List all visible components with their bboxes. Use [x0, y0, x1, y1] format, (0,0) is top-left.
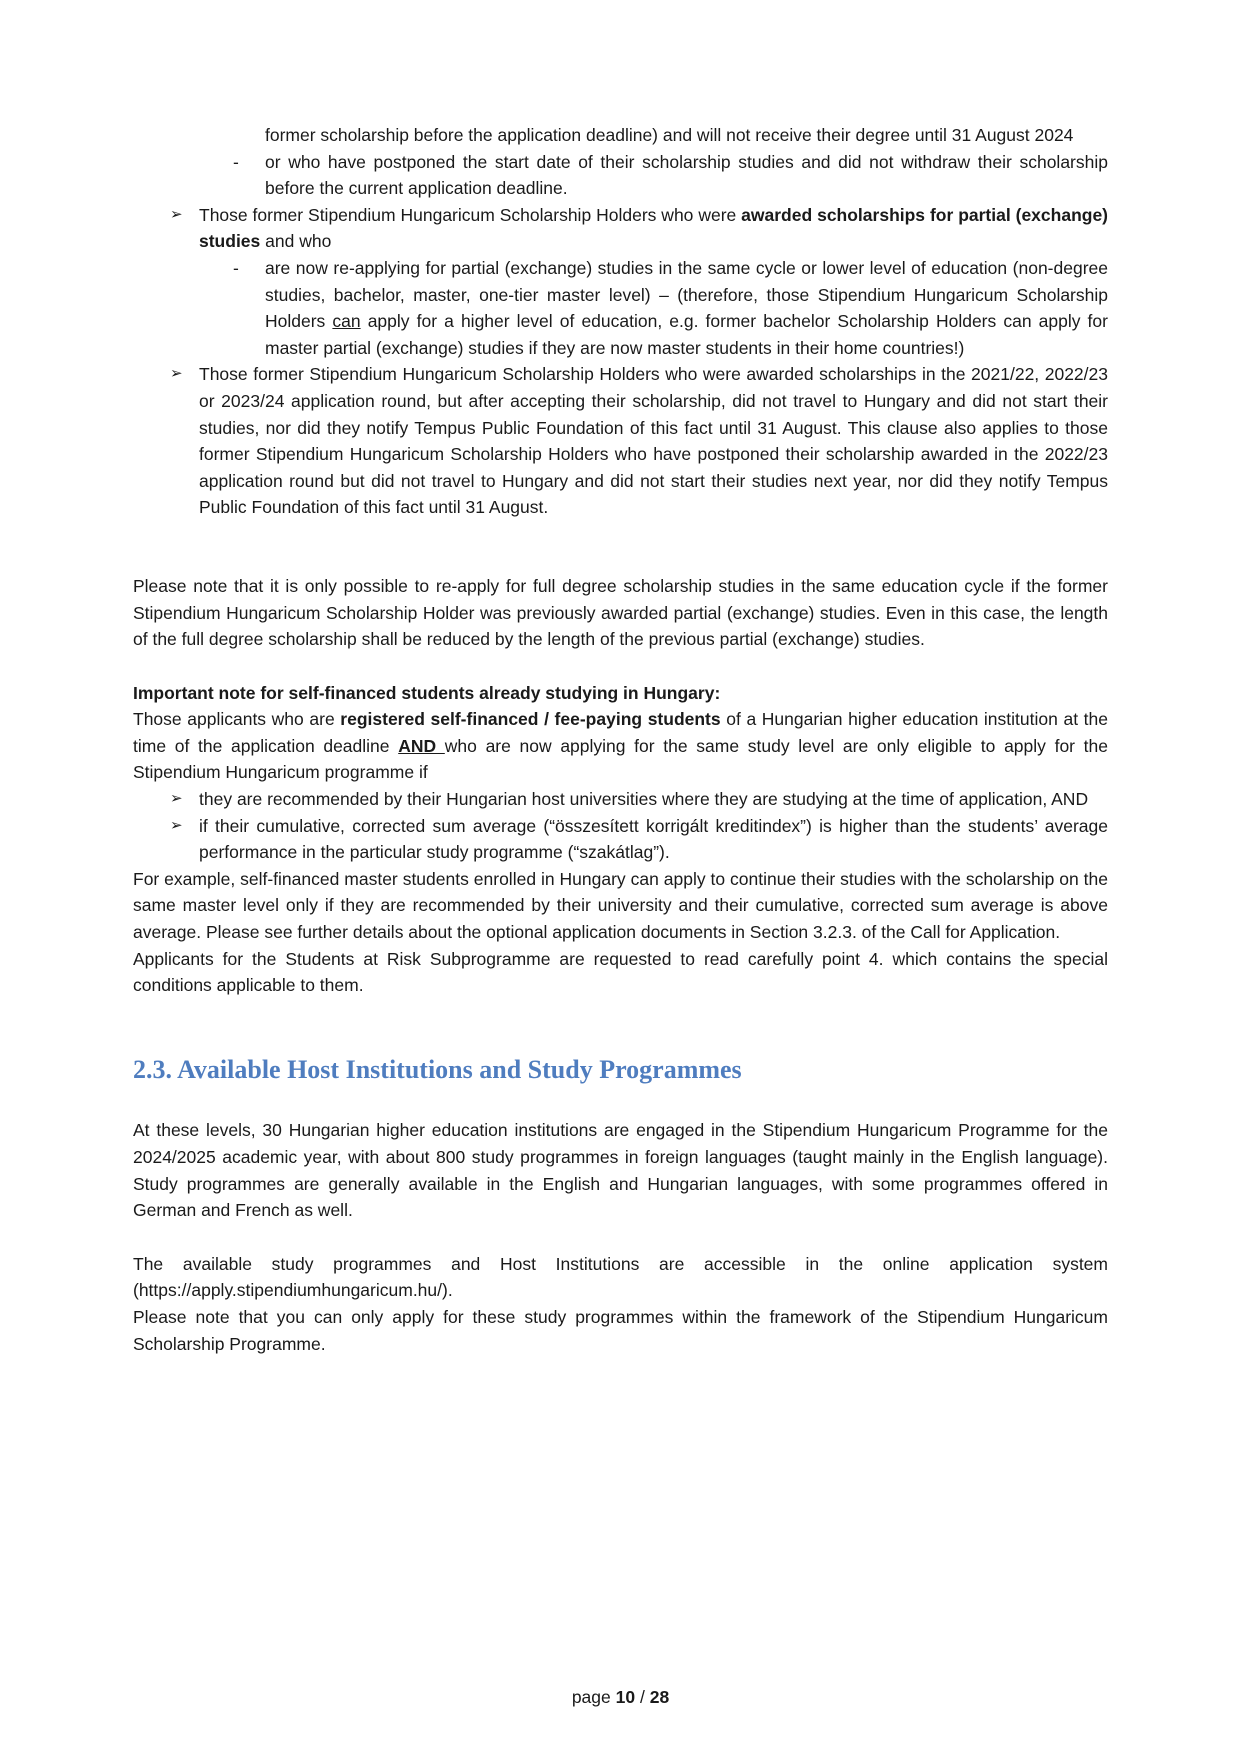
dash-bullet-icon: - [233, 257, 239, 278]
paragraph [133, 573, 1108, 653]
dash-list-continuation-text: former scholarship before the application deadline) and will not receive their degree until 31 August 2024 [265, 125, 1074, 145]
section-heading-text: 2.3. Available Host Institutions and Study Programmes [133, 1054, 742, 1084]
paragraph [133, 1304, 1108, 1357]
arrow-list-item [133, 202, 1108, 255]
paragraph-text: Important note for self-financed students already studying in Hungary: [133, 682, 721, 703]
paragraph [133, 1251, 1108, 1304]
paragraph [133, 680, 1108, 707]
section-heading [133, 1054, 1108, 1084]
arrow-bullet-icon: ➢ [170, 790, 183, 808]
dash-list-item [133, 255, 1108, 361]
paragraph-text: Please note that you can only apply for these study programmes within the framework of the Stipendium Hungaricum Scholarship Programme. [133, 1306, 1108, 1354]
arrow-list-item-text: they are recommended by their Hungarian host universities where they are studying at the time of application, AND [199, 789, 1089, 810]
spacer [133, 653, 1108, 680]
footer-label: page [571, 1687, 611, 1707]
spacer [133, 521, 1108, 573]
dash-list-item [133, 149, 1108, 202]
paragraph [133, 946, 1108, 999]
paragraph [133, 706, 1108, 786]
arrow-bullet-icon: ➢ [170, 816, 183, 834]
paragraph-text: Those applicants who are registered self-financed / fee-paying students of a Hungarian higher education institution at the time of the application deadline AND who are now applying for the same study level are only eligible to apply for the Stipendium Hungaricum programme if [133, 709, 1109, 783]
dash-list-item-text: or who have postponed the start date of their scholarship studies and did not withdraw their scholarship before the current application deadline. [265, 151, 1108, 199]
arrow-bullet-icon: ➢ [170, 365, 183, 383]
paragraph-text: At these levels, 30 Hungarian higher education institutions are engaged in the Stipendium Hungaricum Programme for the 2024/2025 academic year, with about 800 study programmes in foreign languages (taught mainly in the English language). Study programmes are generally available in the English and Hungarian languages, with some programmes offered in German and French as well. [133, 1120, 1108, 1221]
paragraph-text: Applicants for the Students at Risk Subprogramme are requested to read carefully point 4. which contains the special conditions applicable to them. [133, 948, 1108, 996]
arrow-list-item-text: if their cumulative, corrected sum average (“összesített korrigált kreditindex”) is higher than the students’ average performance in the particular study programme (“szakátlag”). [199, 815, 1108, 863]
footer-page-number: 10 [615, 1687, 636, 1707]
dash-bullet-icon: - [233, 151, 239, 172]
dash-list-item-text: are now re-applying for partial (exchange) studies in the same cycle or lower level of education (non-degree studies, bachelor, master, one-tier master level) – (therefore, those Stipendium Hungaricum Scholarship Holders can apply for a higher level of education, e.g. former bachelor Scholarship Holders can apply for master partial (exchange) studies if they are now master students in their home countries!) [265, 257, 1108, 358]
arrow-list-item-text: Those former Stipendium Hungaricum Scholarship Holders who were awarded scholarships for partial (exchange) studies and who [199, 204, 1109, 252]
paragraph-text: Please note that it is only possible to re-apply for full degree scholarship studies in the same education cycle if the former Stipendium Hungaricum Scholarship Holder was previously awarded partial (exchange) studies. Even in this case, the length of the full degree scholarship shall be reduced by the length of the previous partial (exchange) studies. [133, 575, 1108, 650]
footer-separator: / [639, 1687, 645, 1707]
paragraph [133, 1117, 1108, 1223]
paragraph [133, 866, 1108, 946]
footer-total-pages: 28 [649, 1687, 670, 1707]
paragraph-text: The available study programmes and Host Institutions are accessible in the online application system (https://apply.stipendiumhungaricum.hu/). [133, 1253, 1108, 1301]
arrow-list-item-text: Those former Stipendium Hungaricum Scholarship Holders who were awarded scholarships in the 2021/22, 2022/23 or 2023/24 application round, but after accepting their scholarship, did not travel to Hungary and did not start their studies, nor did they notify Tempus Public Foundation of this fact until 31 August. This clause also applies to those former Stipendium Hungaricum Scholarship Holders who have postponed their scholarship awarded in the 2022/23 application round but did not travel to Hungary and did not start their studies next year, nor did they notify Tempus Public Foundation of this fact until 31 August. [199, 364, 1108, 518]
arrow-list-item [133, 786, 1108, 813]
arrow-list-item [133, 813, 1108, 866]
dash-list-continuation [133, 122, 1108, 149]
arrow-bullet-icon: ➢ [170, 205, 183, 223]
arrow-list-item [133, 361, 1108, 521]
page-footer [0, 1687, 1241, 1708]
spacer [133, 1224, 1108, 1251]
paragraph-text: For example, self-financed master students enrolled in Hungary can apply to continue their studies with the scholarship on the same master level only if they are recommended by their university and their cumulative, corrected sum average is above average. Please see further details about the optional application documents in Section 3.2.3. of the Call for Application. [133, 868, 1108, 943]
